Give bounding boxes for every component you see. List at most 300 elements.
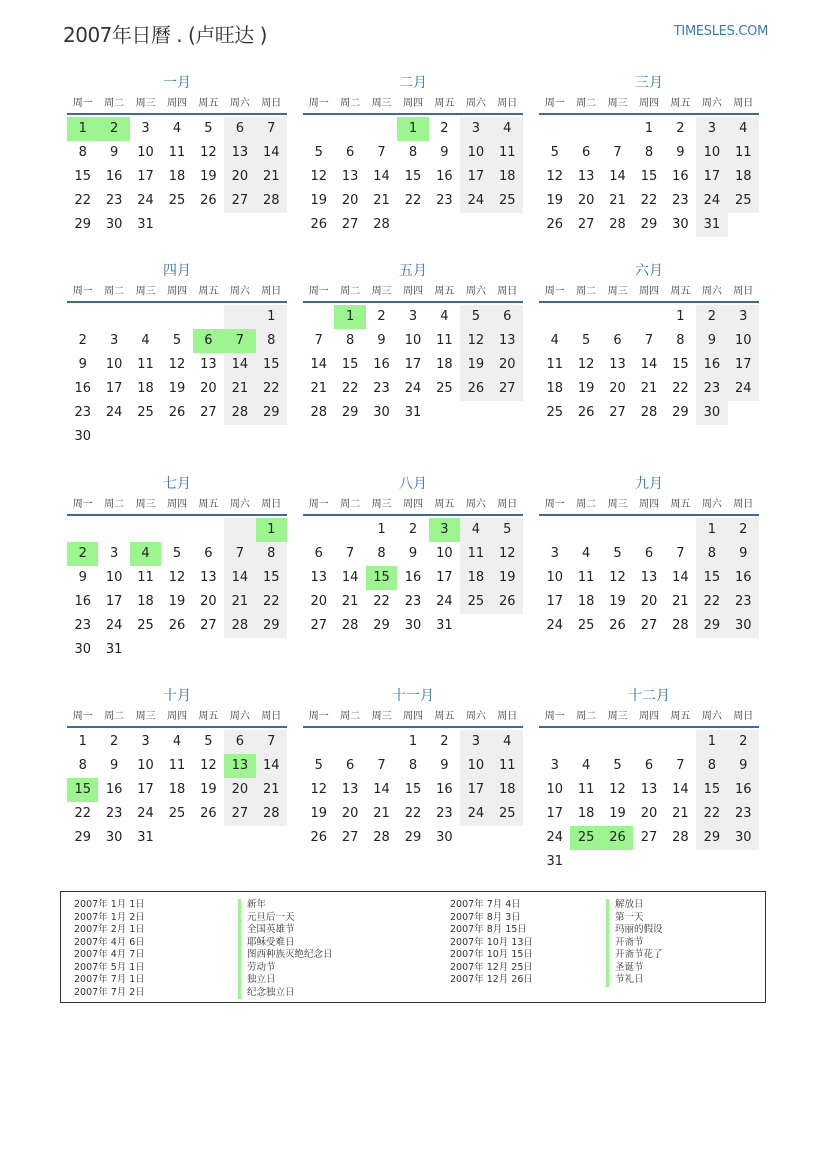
day-cell: 15 <box>256 566 287 590</box>
legend-holiday-name: 节礼日 <box>606 974 663 987</box>
day-cell: 20 <box>200 594 217 609</box>
day-cell: 9 <box>728 754 759 778</box>
legend-names-col-1 <box>238 899 333 999</box>
holiday-day-cell: 26 <box>602 826 633 850</box>
day-cell: 28 <box>256 189 287 213</box>
day-cell: 3 <box>109 333 119 348</box>
day-cell: 19 <box>577 381 595 396</box>
day-cell: 30 <box>672 217 689 232</box>
day-cell: 22 <box>74 806 91 821</box>
holiday-day-cell: 25 <box>570 826 601 850</box>
weekday-header <box>67 495 287 516</box>
day-cell: 20 <box>577 193 595 208</box>
legend-holiday-name: 第一天 <box>606 912 663 925</box>
weekday-label: 周二 <box>104 499 125 510</box>
day-cell: 20 <box>310 594 327 609</box>
day-cell: 22 <box>696 802 727 826</box>
day-cell: 29 <box>341 405 359 420</box>
month-block <box>67 74 287 262</box>
day-cell: 4 <box>492 117 523 141</box>
day-cell: 24 <box>460 189 491 213</box>
month-name: 十月 <box>163 688 191 704</box>
day-cell: 16 <box>373 357 390 372</box>
day-cell: 25 <box>137 618 154 633</box>
day-cell: 13 <box>609 357 626 372</box>
day-cell: 1 <box>676 309 685 324</box>
day-cell: 21 <box>224 590 255 614</box>
day-cell: 4 <box>172 121 182 136</box>
day-cell: 19 <box>168 381 186 396</box>
day-cell: 30 <box>728 826 759 850</box>
day-empty <box>539 518 570 542</box>
month-name: 五月 <box>399 263 427 279</box>
day-cell: 17 <box>460 165 491 189</box>
day-cell: 24 <box>546 830 563 845</box>
weekday-label: 周六 <box>465 499 486 510</box>
legend-holiday-name: 新年 <box>238 899 333 912</box>
day-cell: 18 <box>137 594 154 609</box>
day-cell: 20 <box>224 165 255 189</box>
day-cell: 15 <box>696 778 727 802</box>
day-cell: 12 <box>492 542 523 566</box>
weekday-label: 周二 <box>104 98 125 109</box>
weekday-label: 周三 <box>371 711 392 722</box>
day-cell: 25 <box>492 189 523 213</box>
weekday-label: 周五 <box>434 98 455 109</box>
day-cell: 6 <box>644 758 654 773</box>
day-cell: 28 <box>672 618 689 633</box>
weekday-header <box>539 282 759 303</box>
day-cell: 10 <box>460 754 491 778</box>
day-cell: 19 <box>168 594 186 609</box>
day-cell: 29 <box>404 830 422 845</box>
weekday-label: 周四 <box>166 499 187 510</box>
day-cell: 7 <box>377 145 386 160</box>
day-cell: 29 <box>373 618 390 633</box>
day-cell: 16 <box>404 570 422 585</box>
holiday-day-cell: 1 <box>397 117 428 141</box>
day-cell: 12 <box>168 570 186 585</box>
day-cell: 14 <box>256 141 287 165</box>
weekday-label: 周二 <box>576 499 597 510</box>
day-cell: 5 <box>204 121 213 136</box>
day-empty <box>98 305 129 329</box>
weekday-label: 周五 <box>434 286 455 297</box>
day-cell: 7 <box>224 542 255 566</box>
weekday-label: 周一 <box>72 499 93 510</box>
day-cell: 13 <box>341 782 359 797</box>
day-empty <box>193 518 224 542</box>
weekday-label: 周三 <box>135 286 156 297</box>
weekday-header <box>303 94 523 115</box>
weekday-label: 周四 <box>638 286 659 297</box>
day-cell: 2 <box>408 522 418 537</box>
weekday-label: 周四 <box>402 499 423 510</box>
holiday-day-cell: 2 <box>98 117 129 141</box>
day-cell: 17 <box>436 570 453 585</box>
day-cell: 24 <box>696 189 727 213</box>
day-cell: 9 <box>440 758 449 773</box>
day-cell: 2 <box>78 333 87 348</box>
day-cell: 1 <box>408 734 418 749</box>
day-cell: 28 <box>640 405 658 420</box>
day-cell: 8 <box>78 758 87 773</box>
day-cell: 12 <box>310 782 327 797</box>
day-cell: 19 <box>609 806 626 821</box>
day-cell: 9 <box>78 357 87 372</box>
day-cell: 30 <box>404 618 422 633</box>
weekday-label: 周一 <box>544 711 565 722</box>
legend-date: 2007年 1月 1日 <box>74 899 145 910</box>
day-cell: 22 <box>256 590 287 614</box>
day-cell: 24 <box>436 594 453 609</box>
weekday-label: 周六 <box>465 98 486 109</box>
weekday-label: 周日 <box>497 98 518 109</box>
day-cell: 8 <box>696 754 727 778</box>
month-block <box>303 687 523 887</box>
weekday-label: 周一 <box>308 711 329 722</box>
day-cell: 24 <box>105 405 123 420</box>
holiday-day-cell: 1 <box>256 518 287 542</box>
day-grid <box>539 305 759 425</box>
weekday-label: 周三 <box>135 98 156 109</box>
day-grid <box>67 730 287 850</box>
day-cell: 2 <box>728 730 759 754</box>
day-cell: 20 <box>492 353 523 377</box>
day-cell: 31 <box>137 217 154 232</box>
day-cell: 11 <box>492 141 523 165</box>
day-empty <box>334 117 365 141</box>
month-block <box>67 687 287 887</box>
day-cell: 13 <box>640 782 658 797</box>
day-cell: 31 <box>436 618 453 633</box>
weekday-label: 周六 <box>701 286 722 297</box>
day-cell: 27 <box>492 377 523 401</box>
day-cell: 8 <box>408 758 418 773</box>
legend-date: 2007年 1月 2日 <box>74 911 145 923</box>
day-cell: 22 <box>404 806 422 821</box>
legend-holiday-name: 解放日 <box>606 899 663 912</box>
day-cell: 16 <box>728 566 759 590</box>
day-cell: 10 <box>728 329 759 353</box>
day-cell: 26 <box>609 618 626 633</box>
weekday-header <box>539 495 759 516</box>
day-cell: 30 <box>373 405 390 420</box>
holiday-day-cell: 13 <box>224 754 255 778</box>
day-cell: 5 <box>613 546 622 561</box>
day-cell: 7 <box>613 145 622 160</box>
day-cell: 3 <box>728 305 759 329</box>
legend-date: 2007年 4月 7日 <box>74 949 145 960</box>
day-cell: 12 <box>609 570 626 585</box>
day-cell: 28 <box>373 830 390 845</box>
day-cell: 19 <box>460 353 491 377</box>
weekday-label: 周日 <box>261 286 282 297</box>
weekday-label: 周四 <box>166 98 187 109</box>
month-name: 一月 <box>163 75 191 91</box>
day-cell: 8 <box>408 145 418 160</box>
legend-date: 2007年 7月 2日 <box>74 986 145 998</box>
day-cell: 30 <box>105 217 123 232</box>
day-cell: 19 <box>200 782 217 797</box>
day-cell: 29 <box>640 217 658 232</box>
legend-date: 2007年 12月 25日 <box>450 961 533 973</box>
day-cell: 23 <box>74 405 91 420</box>
legend-holiday-name: 开斋节 <box>606 937 663 950</box>
legend-date: 2007年 2月 1日 <box>74 924 145 935</box>
day-empty <box>224 305 255 329</box>
day-cell: 27 <box>577 217 595 232</box>
day-cell: 29 <box>256 401 287 425</box>
day-cell: 22 <box>74 193 91 208</box>
day-cell: 17 <box>137 169 154 184</box>
day-cell: 21 <box>609 193 626 208</box>
weekday-label: 周五 <box>198 98 219 109</box>
day-cell: 3 <box>141 121 150 136</box>
weekday-label: 周四 <box>638 98 659 109</box>
weekday-label: 周六 <box>229 711 250 722</box>
weekday-label: 周六 <box>701 711 722 722</box>
weekday-label: 周五 <box>198 286 219 297</box>
day-empty <box>570 730 601 754</box>
day-empty <box>665 730 696 754</box>
day-cell: 27 <box>640 618 658 633</box>
day-cell: 15 <box>640 169 658 184</box>
day-empty <box>633 730 664 754</box>
holiday-day-cell: 7 <box>224 329 255 353</box>
weekday-label: 周一 <box>72 286 93 297</box>
day-cell: 9 <box>109 758 119 773</box>
day-cell: 28 <box>224 614 255 638</box>
legend-holiday-name: 纪念独立日 <box>238 987 333 1000</box>
month-name: 十一月 <box>392 688 434 704</box>
holiday-day-cell: 2 <box>67 542 98 566</box>
weekday-label: 周四 <box>166 286 187 297</box>
page-title: 2007年日曆 . (卢旺达 ) <box>63 23 267 47</box>
day-cell: 26 <box>168 618 186 633</box>
day-cell: 29 <box>696 826 727 850</box>
day-cell: 4 <box>581 758 591 773</box>
weekday-header <box>67 707 287 728</box>
weekday-label: 周六 <box>701 499 722 510</box>
weekday-label: 周一 <box>308 499 329 510</box>
legend-date: 2007年 7月 4日 <box>450 899 521 910</box>
day-cell: 23 <box>696 377 727 401</box>
weekday-label: 周日 <box>497 711 518 722</box>
day-cell: 1 <box>377 522 386 537</box>
day-cell: 5 <box>581 333 591 348</box>
day-grid <box>303 518 523 638</box>
day-cell: 18 <box>492 165 523 189</box>
day-cell: 6 <box>613 333 622 348</box>
day-cell: 21 <box>373 193 390 208</box>
day-cell: 26 <box>460 377 491 401</box>
calendar-grid <box>67 74 759 887</box>
day-cell: 22 <box>672 381 689 396</box>
day-cell: 5 <box>613 758 622 773</box>
day-grid <box>539 518 759 638</box>
weekday-label: 周四 <box>638 499 659 510</box>
holiday-day-cell: 3 <box>429 518 460 542</box>
day-cell: 24 <box>137 806 154 821</box>
day-cell: 25 <box>137 405 154 420</box>
day-cell: 6 <box>314 546 323 561</box>
weekday-label: 周三 <box>135 711 156 722</box>
day-cell: 28 <box>256 802 287 826</box>
day-cell: 17 <box>728 353 759 377</box>
day-cell: 16 <box>436 782 453 797</box>
day-empty <box>602 730 633 754</box>
month-block <box>67 262 287 475</box>
day-cell: 16 <box>74 594 91 609</box>
day-grid <box>67 117 287 237</box>
weekday-label: 周二 <box>340 98 361 109</box>
day-cell: 15 <box>74 169 91 184</box>
day-cell: 30 <box>74 429 91 444</box>
day-cell: 1 <box>256 305 287 329</box>
day-cell: 30 <box>696 401 727 425</box>
weekday-label: 周五 <box>198 499 219 510</box>
day-cell: 9 <box>696 329 727 353</box>
day-cell: 8 <box>78 145 87 160</box>
day-cell: 25 <box>492 802 523 826</box>
day-cell: 26 <box>577 405 595 420</box>
day-cell: 7 <box>644 333 654 348</box>
day-grid <box>303 730 523 850</box>
day-cell: 8 <box>345 333 355 348</box>
day-grid <box>303 305 523 425</box>
day-cell: 5 <box>314 758 323 773</box>
day-cell: 14 <box>256 754 287 778</box>
day-cell: 11 <box>460 542 491 566</box>
day-grid <box>303 117 523 237</box>
day-grid <box>539 117 759 237</box>
weekday-label: 周二 <box>340 499 361 510</box>
day-cell: 30 <box>436 830 453 845</box>
day-cell: 23 <box>105 806 123 821</box>
day-cell: 27 <box>341 217 359 232</box>
day-cell: 23 <box>74 618 91 633</box>
holiday-day-cell: 1 <box>334 305 365 329</box>
weekday-label: 周五 <box>434 499 455 510</box>
weekday-label: 周日 <box>733 499 754 510</box>
day-cell: 16 <box>74 381 91 396</box>
day-cell: 18 <box>577 594 595 609</box>
day-cell: 2 <box>440 734 449 749</box>
day-cell: 26 <box>200 193 217 208</box>
day-cell: 23 <box>436 806 453 821</box>
day-cell: 15 <box>256 353 287 377</box>
holiday-day-cell: 4 <box>130 542 161 566</box>
weekday-label: 周二 <box>340 711 361 722</box>
day-cell: 23 <box>672 193 689 208</box>
day-cell: 18 <box>137 381 154 396</box>
day-cell: 24 <box>728 377 759 401</box>
day-cell: 21 <box>256 165 287 189</box>
day-cell: 3 <box>550 546 559 561</box>
weekday-header <box>67 282 287 303</box>
weekday-label: 周六 <box>465 286 486 297</box>
weekday-label: 周日 <box>261 98 282 109</box>
day-cell: 6 <box>224 117 255 141</box>
day-cell: 26 <box>492 590 523 614</box>
day-cell: 11 <box>137 570 154 585</box>
legend-date: 2007年 8月 15日 <box>450 924 527 935</box>
month-name: 二月 <box>399 75 427 91</box>
day-cell: 27 <box>224 189 255 213</box>
day-cell: 6 <box>204 546 213 561</box>
day-empty <box>602 117 633 141</box>
day-cell: 3 <box>109 546 119 561</box>
holiday-day-cell: 15 <box>366 566 397 590</box>
day-empty <box>303 117 334 141</box>
holiday-day-cell: 15 <box>67 778 98 802</box>
day-cell: 23 <box>105 193 123 208</box>
day-cell: 12 <box>546 169 563 184</box>
brand-link[interactable]: TIMESLES.COM <box>673 24 768 39</box>
weekday-label: 周日 <box>733 286 754 297</box>
weekday-label: 周三 <box>371 499 392 510</box>
legend-dates-col-2 <box>450 899 533 987</box>
day-cell: 26 <box>546 217 563 232</box>
month-name: 九月 <box>635 476 663 492</box>
weekday-label: 周六 <box>701 98 722 109</box>
day-cell: 8 <box>256 542 287 566</box>
day-cell: 29 <box>74 217 91 232</box>
day-cell: 8 <box>696 542 727 566</box>
day-cell: 20 <box>609 381 626 396</box>
weekday-label: 周一 <box>544 286 565 297</box>
day-cell: 13 <box>310 570 327 585</box>
weekday-label: 周五 <box>670 98 691 109</box>
weekday-label: 周五 <box>670 286 691 297</box>
day-cell: 15 <box>404 169 422 184</box>
day-cell: 13 <box>492 329 523 353</box>
day-cell: 8 <box>377 546 386 561</box>
weekday-label: 周一 <box>544 98 565 109</box>
month-block <box>303 74 523 262</box>
legend-holiday-name: 图西种族灭绝纪念日 <box>238 949 333 962</box>
day-cell: 14 <box>224 353 255 377</box>
day-cell: 17 <box>546 594 563 609</box>
weekday-label: 周三 <box>371 98 392 109</box>
day-empty <box>602 518 633 542</box>
legend-dates-col-1 <box>74 899 145 999</box>
day-empty <box>303 518 334 542</box>
day-cell: 17 <box>105 594 123 609</box>
weekday-header <box>539 707 759 728</box>
day-cell: 4 <box>581 546 591 561</box>
day-cell: 22 <box>373 594 390 609</box>
day-cell: 11 <box>728 141 759 165</box>
weekday-label: 周四 <box>166 711 187 722</box>
holiday-day-cell: 1 <box>67 117 98 141</box>
day-cell: 28 <box>341 618 359 633</box>
day-cell: 17 <box>105 381 123 396</box>
day-cell: 5 <box>314 145 323 160</box>
day-cell: 14 <box>224 566 255 590</box>
day-cell: 19 <box>310 193 327 208</box>
day-cell: 18 <box>436 357 453 372</box>
day-cell: 16 <box>696 353 727 377</box>
day-cell: 25 <box>460 590 491 614</box>
day-cell: 3 <box>460 730 491 754</box>
day-cell: 5 <box>460 305 491 329</box>
day-cell: 1 <box>696 518 727 542</box>
weekday-header <box>539 94 759 115</box>
day-cell: 2 <box>696 305 727 329</box>
day-cell: 21 <box>672 594 689 609</box>
